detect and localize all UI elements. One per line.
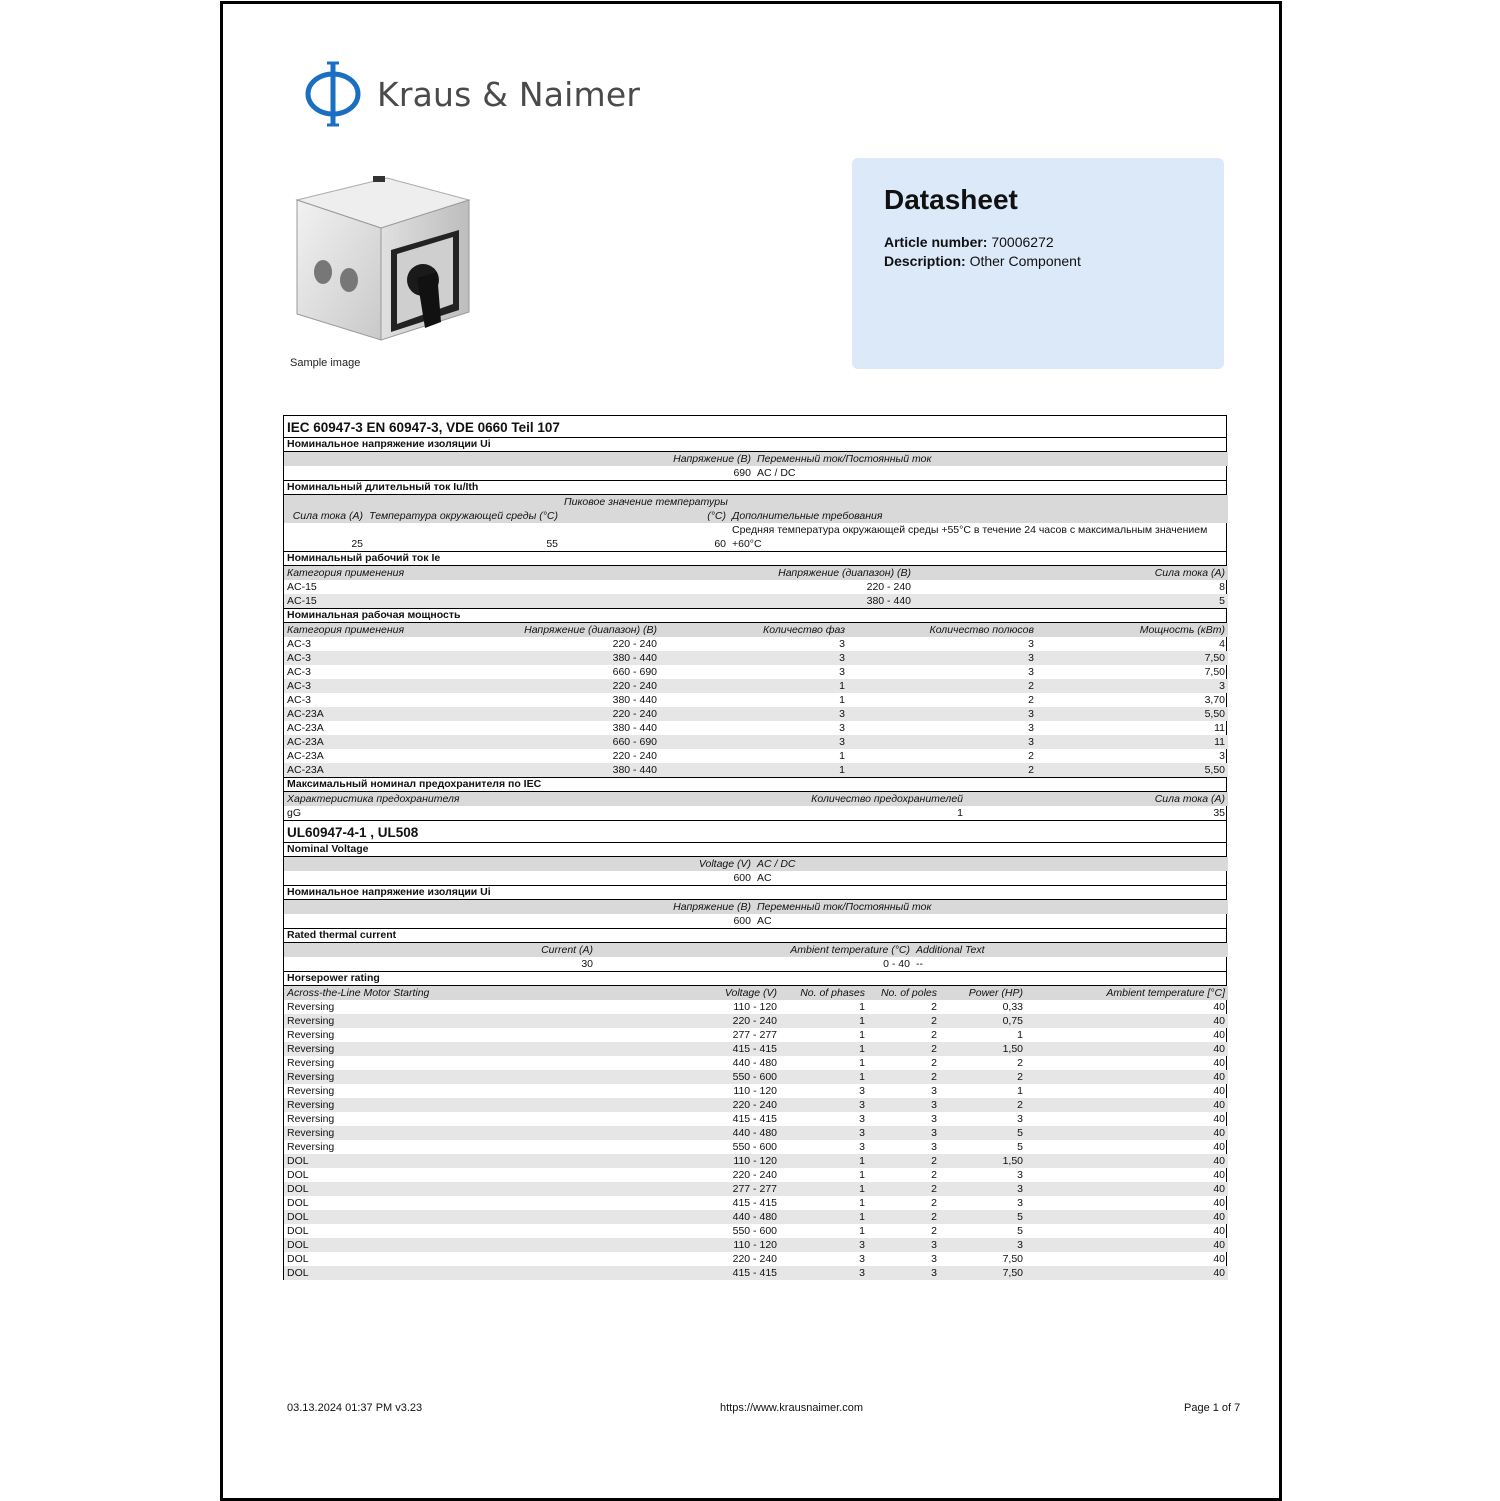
article-number-value: 70006272 (991, 234, 1054, 250)
cell-value: 3 (931, 1085, 937, 1097)
cell-value: 3 (931, 1141, 937, 1153)
table-row (284, 665, 1228, 679)
cell-value: 35 (1213, 807, 1225, 819)
table-row (284, 1238, 1228, 1252)
cell-value: AC-3 (287, 666, 311, 678)
cell-value: 1 (780, 1042, 868, 1056)
ul-nominal-voltage-table (284, 857, 1228, 885)
cell-value: 220 - 240 (612, 750, 657, 762)
table-row (284, 763, 1228, 777)
ul-horsepower-title: Horsepower rating (284, 971, 1226, 986)
cell-value: 5,50 (1037, 707, 1228, 721)
iec-insulation-title: Номинальное напряжение изоляции Ui (284, 437, 1226, 452)
cell-value: Reversing (284, 1014, 704, 1028)
cell-value: Reversing (287, 1085, 335, 1097)
ul-standard-title: UL60947-4-1 , UL508 (283, 820, 1227, 842)
cell-value: 220 - 240 (704, 1014, 780, 1028)
cell-value: 220 - 240 (704, 1098, 780, 1112)
cell-value: 1 (859, 1029, 865, 1041)
cell-value: Reversing (284, 1070, 704, 1084)
cell-value: Reversing (287, 1113, 335, 1125)
table-row (284, 1014, 1228, 1028)
article-number-row (884, 234, 1054, 250)
table-row (284, 1196, 1228, 1210)
cell-value: 660 - 690 (612, 666, 657, 678)
cell-value: 40 (1026, 1154, 1228, 1168)
iec-fuse-title: Максимальный номинал предохранителя по IEC (284, 777, 1226, 792)
description-label: Description: (884, 253, 966, 269)
cell-value: 550 - 600 (732, 1225, 777, 1237)
table-row (284, 1266, 1228, 1280)
col-header: Ambient temperature (°C) (596, 943, 913, 957)
col-header: Напряжение (В) (284, 900, 754, 914)
cell-value: 1 (859, 1169, 865, 1181)
cell-value: 2 (931, 1169, 937, 1181)
cell-value: 220 - 240 (866, 581, 911, 593)
cell-value: AC (757, 872, 772, 884)
cell-value: 2 (1028, 694, 1034, 706)
cell-value: AC-23A (284, 735, 434, 749)
cell-value: 2 (868, 1014, 940, 1028)
cell-value: 3 (859, 1141, 865, 1153)
cell-value: 7,50 (940, 1266, 1026, 1280)
cell-value: 40 (1026, 1182, 1228, 1196)
col-header: Across-the-Line Motor Starting (284, 986, 704, 1000)
table-row (284, 1112, 1228, 1126)
cell-value: 40 (1026, 1266, 1228, 1280)
ul-thermal-table (284, 943, 1228, 971)
col-header: Количество предохранителей (684, 792, 966, 806)
cell-value: 11 (1214, 722, 1225, 734)
cell-value: 1 (957, 807, 963, 819)
col-header: Power (HP) (940, 986, 1026, 1000)
cell-value: 3 (848, 735, 1037, 749)
cell-value: 2 (940, 1070, 1026, 1084)
cell-value: 3,70 (1204, 694, 1225, 706)
cell-value: 3 (859, 1113, 865, 1125)
cell-value: 3 (940, 1238, 1026, 1252)
cell-value: 440 - 480 (704, 1210, 780, 1224)
cell-value: Reversing (284, 1126, 704, 1140)
cell-value: AC-3 (284, 679, 434, 693)
cell-value: 415 - 415 (704, 1266, 780, 1280)
iec-operational-power-title: Номинальная рабочая мощность (284, 608, 1226, 623)
cell-value: 110 - 120 (733, 1085, 777, 1097)
cell-value: DOL (284, 1210, 704, 1224)
col-header: Voltage (V) (284, 857, 754, 871)
cell-value: 3 (1037, 679, 1228, 693)
cell-value: 1 (839, 694, 845, 706)
table-row (284, 1098, 1228, 1112)
cell-value: AC-3 (287, 694, 311, 706)
col-header: Напряжение (диапазон) (В) (434, 623, 660, 637)
cell-value: 690 (733, 467, 751, 479)
footer-page-number: Page 1 of 7 (1184, 1402, 1241, 1414)
cell-value: 1 (839, 750, 845, 762)
cell-value: 2 (868, 1042, 940, 1056)
cell-value: Reversing (287, 1001, 335, 1013)
table-row (284, 1210, 1228, 1224)
cell-value: 3 (1017, 1113, 1023, 1125)
cell-value: 1 (780, 1182, 868, 1196)
cell-value: 1 (660, 763, 848, 777)
cell-value: 2 (868, 1154, 940, 1168)
cell-value: 7,50 (1204, 666, 1225, 678)
cell-value: AC (757, 915, 772, 927)
cell-value: 2 (931, 1197, 937, 1209)
cell-value: AC-3 (284, 651, 434, 665)
col-header: Переменный ток/Постоянный ток (754, 452, 1228, 466)
cell-value: 5,50 (1037, 763, 1228, 777)
cell-value: Reversing (287, 1029, 335, 1041)
cell-value: 2 (931, 1001, 937, 1013)
cell-value: 3 (780, 1098, 868, 1112)
col-header: Сила тока (A) (284, 509, 366, 523)
cell-value: 2 (940, 1098, 1026, 1112)
description-row (884, 253, 1081, 269)
iec-operational-power-table (284, 623, 1228, 777)
cell-value: 415 - 415 (732, 1197, 777, 1209)
col-header: Количество фаз (660, 623, 848, 637)
ul-nominal-voltage-title: Nominal Voltage (284, 842, 1226, 857)
iec-standard-title: IEC 60947-3 EN 60947-3, VDE 0660 Teil 107 (283, 415, 1227, 437)
col-header: AC / DC (754, 857, 1228, 871)
col-header: Переменный ток/Постоянный ток (754, 900, 1228, 914)
cell-value: 2 (1017, 1057, 1023, 1069)
cell-value: Reversing (284, 1098, 704, 1112)
cell-value: 3 (859, 1085, 865, 1097)
cell-value: DOL (284, 1154, 704, 1168)
cell-value: 3 (1017, 1169, 1023, 1181)
cell-value: 600 (733, 872, 751, 884)
cell-value: 11 (1037, 735, 1228, 749)
table-row (284, 1070, 1228, 1084)
cell-value: 440 - 480 (732, 1057, 777, 1069)
cell-value: 1 (660, 679, 848, 693)
cell-value: 110 - 120 (704, 1154, 780, 1168)
cell-value: 7,50 (1002, 1253, 1023, 1265)
datasheet-title: Datasheet (884, 184, 1018, 215)
cell-value: 40 (1213, 1197, 1225, 1209)
cell-value: 40 (1213, 1253, 1225, 1265)
cell-value: 3 (1017, 1197, 1023, 1209)
cell-value: 1,50 (940, 1154, 1026, 1168)
cell-value: 3 (839, 722, 845, 734)
cell-value: 380 - 440 (612, 694, 657, 706)
cell-value: 2 (931, 1029, 937, 1041)
cell-value: 3 (780, 1238, 868, 1252)
table-row (284, 1224, 1228, 1238)
cell-value: 1 (780, 1210, 868, 1224)
cell-value: 40 (1213, 1085, 1225, 1097)
cell-value: 5 (940, 1126, 1026, 1140)
cell-value: 3 (839, 638, 845, 650)
col-header: Характеристика предохранителя (284, 792, 684, 806)
cell-value: 40 (1213, 1001, 1225, 1013)
phi-logo-icon (303, 59, 363, 129)
cell-value: 380 - 440 (434, 763, 660, 777)
cell-value: 0,75 (940, 1014, 1026, 1028)
ul-horsepower-table (284, 986, 1228, 1280)
iec-fuse-table (284, 792, 1228, 820)
col-header: Количество полюсов (848, 623, 1037, 637)
cell-value: 3 (1219, 750, 1225, 762)
cell-value: 277 - 277 (732, 1029, 777, 1041)
cell-value: 3 (859, 1253, 865, 1265)
cell-value: 3 (931, 1113, 937, 1125)
table-row (284, 1056, 1228, 1070)
cell-value: 5 (1017, 1141, 1023, 1153)
brand-name: Kraus & Naimer (377, 74, 641, 114)
cell-value: 3 (931, 1253, 937, 1265)
cell-value: 25 (351, 538, 363, 550)
cell-value: 2 (1028, 750, 1034, 762)
cell-value: Reversing (284, 1042, 704, 1056)
table-row (284, 1084, 1228, 1098)
cell-value: -- (916, 958, 923, 970)
table-row (284, 1028, 1228, 1042)
ul-insulation-table (284, 900, 1228, 928)
ul-insulation-title: Номинальное напряжение изоляции Ui (284, 885, 1226, 900)
cell-value: 40 (1213, 1029, 1225, 1041)
cell-value: 660 - 690 (434, 735, 660, 749)
col-header: Сила тока (A) (966, 792, 1228, 806)
footer-timestamp: 03.13.2024 01:37 PM v3.23 (287, 1402, 423, 1414)
cell-value: 1 (859, 1225, 865, 1237)
cell-value: 1,50 (940, 1042, 1026, 1056)
col-header: Мощность (кВт) (1037, 623, 1228, 637)
table-row (284, 580, 1228, 594)
col-header: No. of phases (780, 986, 868, 1000)
cell-value: 3 (660, 735, 848, 749)
cell-value: 3 (1028, 666, 1034, 678)
col-header: Current (A) (284, 943, 596, 957)
col-header: Сила тока (A) (914, 566, 1228, 580)
cell-value: 3 (660, 707, 848, 721)
cell-value: 2 (868, 1210, 940, 1224)
table-row (284, 1140, 1228, 1154)
col-header: Voltage (V) (704, 986, 780, 1000)
cell-value: 40 (1026, 1126, 1228, 1140)
ul-thermal-title: Rated thermal current (284, 928, 1226, 943)
cell-value: 220 - 240 (732, 1253, 777, 1265)
cell-value: 1 (780, 1154, 868, 1168)
cell-value: 40 (1213, 1169, 1225, 1181)
cell-value: 5 (940, 1210, 1026, 1224)
cell-value: 0,33 (1002, 1001, 1023, 1013)
cell-value: AC-23A (284, 707, 434, 721)
cell-value: 1 (780, 1014, 868, 1028)
cell-value: Средняя температура окружающей среды +55°C в течение 24 часов с максимальным значением (732, 523, 1208, 536)
table-row (284, 1154, 1228, 1168)
iec-thermal-table (284, 495, 1228, 551)
cell-value: 5 (1017, 1225, 1023, 1237)
spec-tables (283, 415, 1227, 1280)
cell-value: 220 - 240 (434, 679, 660, 693)
cell-value: 40 (1026, 1070, 1228, 1084)
col-header: No. of poles (868, 986, 940, 1000)
table-row (284, 651, 1228, 665)
cell-value: gG (287, 807, 302, 819)
cell-value: AC-23A (287, 722, 324, 734)
footer-url-link[interactable]: https://www.krausnaimer.com (720, 1402, 864, 1414)
cell-value: 2 (848, 763, 1037, 777)
cell-value: 1 (1017, 1029, 1023, 1041)
table-row (284, 1168, 1228, 1182)
col-header: Пиковое значение температуры (561, 495, 729, 509)
table-row (284, 1126, 1228, 1140)
cell-value: 220 - 240 (612, 638, 657, 650)
cell-value: 3 (848, 707, 1037, 721)
cell-value: 0 - 40 (883, 958, 910, 970)
description-value: Other Component (969, 253, 1081, 269)
cell-value: AC-3 (287, 638, 311, 650)
col-header: Additional Text (913, 943, 1228, 957)
table-row (284, 735, 1228, 749)
cell-value: 40 (1213, 1225, 1225, 1237)
cell-value: 277 - 277 (704, 1182, 780, 1196)
cell-value: 380 - 440 (634, 594, 914, 608)
table-row (284, 721, 1228, 735)
cell-value: 3 (868, 1238, 940, 1252)
cell-value: 220 - 240 (732, 1169, 777, 1181)
table-row (284, 679, 1228, 693)
cell-value: 40 (1026, 1238, 1228, 1252)
cell-value: 40 (1026, 1210, 1228, 1224)
cell-value: AC-23A (284, 763, 434, 777)
cell-value: Reversing (287, 1057, 335, 1069)
cell-value: AC-23A (287, 750, 324, 762)
cell-value: 110 - 120 (704, 1238, 780, 1252)
cell-value: 1 (859, 1057, 865, 1069)
cell-value: 3 (868, 1126, 940, 1140)
cell-value: 2 (868, 1070, 940, 1084)
cell-value: 1 (1017, 1085, 1023, 1097)
col-header: Температура окружающей среды (°C) (366, 509, 561, 523)
cell-value: 8 (1219, 581, 1225, 593)
table-row (284, 637, 1228, 651)
cell-value: 415 - 415 (732, 1113, 777, 1125)
cell-value: DOL (284, 1238, 704, 1252)
cell-value: 40 (1213, 1113, 1225, 1125)
cell-value: 3 (868, 1266, 940, 1280)
cell-value: 110 - 120 (733, 1001, 777, 1013)
cell-value: AC-15 (287, 581, 317, 593)
cell-value: AC-15 (284, 594, 634, 608)
cell-value: 3 (780, 1266, 868, 1280)
cell-value: DOL (287, 1169, 309, 1181)
col-header: Дополнительные требования (729, 509, 1228, 523)
cell-value: 55 (546, 538, 558, 550)
cell-value: 40 (1213, 1141, 1225, 1153)
cell-value: 550 - 600 (732, 1141, 777, 1153)
cell-value: 3 (940, 1182, 1026, 1196)
brand-logo[interactable] (303, 59, 640, 129)
cell-value: 40 (1026, 1098, 1228, 1112)
col-header: Напряжение (диапазон) (В) (634, 566, 914, 580)
cell-value: DOL (287, 1253, 309, 1265)
cell-value: 380 - 440 (612, 722, 657, 734)
col-header: Ambient temperature [°C] (1026, 986, 1228, 1000)
iec-block (283, 437, 1227, 820)
table-row (284, 707, 1228, 721)
cell-value: 3 (780, 1126, 868, 1140)
cell-value: Reversing (287, 1141, 335, 1153)
table-row (284, 749, 1228, 763)
cell-value: 7,50 (1037, 651, 1228, 665)
col-header: Категория применения (284, 566, 634, 580)
cell-value: DOL (284, 1266, 704, 1280)
cell-value: 40 (1026, 1014, 1228, 1028)
cell-value: 1 (859, 1001, 865, 1013)
cell-value: 440 - 480 (704, 1126, 780, 1140)
cell-value: 30 (581, 958, 593, 970)
table-row (284, 1000, 1228, 1014)
datasheet-infobox (852, 158, 1224, 369)
cell-value: 3 (660, 651, 848, 665)
ul-block (283, 842, 1227, 1280)
iec-operational-current-title: Номинальный рабочий ток Ie (284, 551, 1226, 566)
cell-value: 3 (868, 1098, 940, 1112)
table-row (284, 693, 1228, 707)
cell-value: 2 (848, 679, 1037, 693)
cell-value: 40 (1026, 1042, 1228, 1056)
cell-value: 550 - 600 (704, 1070, 780, 1084)
product-image (289, 172, 479, 347)
col-header: Категория применения (284, 623, 434, 637)
cell-value: 220 - 240 (434, 707, 660, 721)
cell-value: 2 (868, 1182, 940, 1196)
col-header: (°C) (561, 509, 729, 523)
table-row (284, 1252, 1228, 1266)
cell-value: 3 (848, 651, 1037, 665)
cell-value: 415 - 415 (704, 1042, 780, 1056)
cell-value: 3 (1028, 638, 1034, 650)
cell-value: DOL (284, 1182, 704, 1196)
cell-value: 60 (714, 538, 726, 550)
datasheet-page (220, 1, 1282, 1501)
cell-value: 2 (931, 1057, 937, 1069)
cell-value: 600 (733, 915, 751, 927)
cell-value: 2 (931, 1225, 937, 1237)
cell-value: 40 (1213, 1057, 1225, 1069)
cell-value: 3 (1028, 722, 1034, 734)
cell-value: 5 (914, 594, 1228, 608)
cell-value: 380 - 440 (434, 651, 660, 665)
iec-thermal-title: Номинальный длительный ток Iu/Ith (284, 480, 1226, 495)
cell-value: 1 (780, 1070, 868, 1084)
cell-value: DOL (287, 1197, 309, 1209)
table-row (284, 1182, 1228, 1196)
article-number-label: Article number: (884, 234, 988, 250)
table-row (284, 1042, 1228, 1056)
table-row (284, 594, 1228, 608)
cell-value: DOL (287, 1225, 309, 1237)
iec-insulation-table (284, 452, 1228, 480)
cell-value: 4 (1219, 638, 1225, 650)
cell-value: 3 (839, 666, 845, 678)
col-header: Напряжение (В) (284, 452, 754, 466)
cell-value: AC / DC (757, 467, 796, 479)
image-caption: Sample image (290, 357, 361, 369)
cell-value: 1 (859, 1197, 865, 1209)
iec-operational-current-table (284, 566, 1228, 608)
cell-value: +60°C (732, 538, 762, 550)
